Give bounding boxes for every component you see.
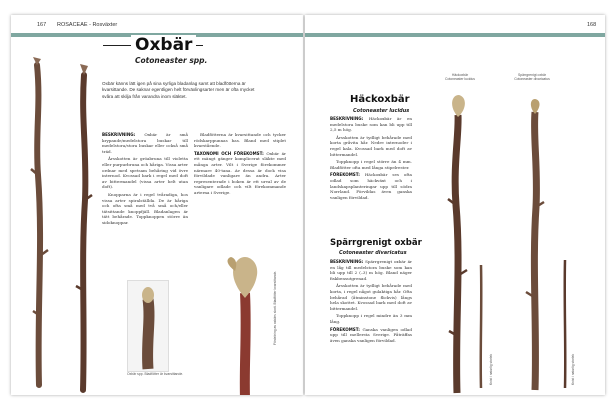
page-header <box>11 15 303 33</box>
para-text: Oxbär är små krypande/medelstora buskar till medelstora/stora buskar eller också små träd. <box>102 132 188 154</box>
paragraph <box>330 313 412 324</box>
para-text: Spärrgrenigt oxbär är en låg till medelstora buske som kan bli upp till 2 (–3) m hög. Bland näger fiskbensutgrenad. <box>330 259 412 281</box>
detail-photo <box>127 280 169 372</box>
para-text: Årsskotten är tydligt behårade med korta, i regel något gulaktiga hår. Ofta behårad (åtminstone flickvis) långs hela skottet. Kvossad bark med doft av bittermandel. <box>330 283 412 311</box>
vertical-caption: Kvist i naturlig storlek <box>489 353 493 385</box>
header-band <box>305 33 605 37</box>
page-title: Oxbär <box>131 35 196 55</box>
paragraph <box>102 156 188 190</box>
photo-label <box>440 73 480 81</box>
page-number: 167 <box>37 22 47 28</box>
paragraph <box>194 151 286 196</box>
vertical-caption: Fördelning av oxbärs skott. Bladfötter kvarsittande. <box>273 270 277 345</box>
species-latin: Cotoneaster divaricatus <box>339 250 407 256</box>
page-header <box>305 15 605 33</box>
para-text: Toppknopp i regel större än 4 mm. Bladfötter ofta med långa stipelrester. <box>330 159 412 170</box>
twig-photo <box>471 260 491 390</box>
section-title: ROSACEAE - Rosväxter <box>57 22 118 28</box>
para-text: Årsskotten är gröabruna till violetta eller purpurbruna och håriga. Vissa arter ordnar med spetsam behåring vid övre internod. Kvossad bark i regel med doft av bittermandel (vissa arter helt utan doft). <box>102 156 189 190</box>
species2-text <box>330 259 412 343</box>
label-line: Häckoxbär <box>451 73 469 77</box>
para-text: Årsskotten är tydligt behårade med korta gråvita hår. Nedre internoder i regel kala. Kvossad bark med doft av bittermandel. <box>330 134 412 157</box>
twig-detail <box>128 281 168 371</box>
intro-line: svåra att skilja från varandra inom släktet. <box>102 93 187 99</box>
paragraph <box>330 116 412 133</box>
page-number: 168 <box>587 22 597 28</box>
para-text: Häckoxbär ses ofta odlad som häckväxt och i landskapsplanteringar upp till södra Norrland. Förvildas även ganska vanligen förvildad. <box>330 172 412 200</box>
bud-twig-photo <box>217 253 272 395</box>
text-column-1 <box>102 132 188 226</box>
paragraph <box>330 327 412 344</box>
paragraph <box>102 192 188 226</box>
para-text: Oxbär är ett mängt gänger komplicerat släkte med många arter. Vilt i Sverige förekommer närmare 40-tana. Av dessa är dock visa förvildade vanligare än andra. Arter representerade i boken är ett urval av de vanligare odlade och vilt förekommande arterna i Sverige. <box>194 150 286 195</box>
twig-photo <box>513 97 558 392</box>
latin-name: Cotoneaster spp. <box>135 56 208 65</box>
paragraph <box>330 259 412 281</box>
species-title: Spärrgrenigt oxbär <box>330 238 422 248</box>
para-head: FÖREKOMST: <box>330 326 360 332</box>
left-page <box>11 15 303 395</box>
para-text: Ganska vanligen odlad upp till mellersta Sverige. Påträffas även ganska vanligen förvildad. <box>330 326 412 343</box>
intro-line: kvarsittande. De saknar egentligen helt förväxlingsarter men är ofta mycket <box>102 87 255 93</box>
intro-line: Oxbär känns lätt igen på sina syrliga bladanlag samt att bladfötterna är <box>102 81 246 86</box>
label-line: Spärrgrenigt oxbär <box>517 73 547 77</box>
paragraph <box>330 135 412 157</box>
intro-text <box>102 81 297 100</box>
para-text: Bladfötterna är kvarsittande och tycker rödskarppunnas bas. Bland med stiplet kvarstående. <box>194 132 286 149</box>
paragraph <box>330 159 412 170</box>
para-text: Toppknopp i regel mindre än 3 mm lång. <box>330 313 412 324</box>
para-head: TAXONOMI OCH FÖREKOMST: <box>194 150 264 156</box>
para-text: Knopparna är i regel tvåradiga, hos vissa arter spiralställda. De är håriga och ofta små med två små och/eller tätsittande knoppfjäll. Bladanlagen är tätt behårade. Toppknoppen större än sidoknoppar. <box>102 191 188 225</box>
photo-label <box>505 73 559 81</box>
twig-photo <box>63 60 103 395</box>
species-title: Häckoxbär <box>350 94 410 105</box>
right-page <box>305 15 605 395</box>
paragraph <box>194 132 286 149</box>
para-head: BESKRIVNING: <box>330 259 364 264</box>
species-latin: Cotoneaster lucidus <box>353 108 410 114</box>
paragraph <box>330 283 412 311</box>
para-head: BESKRIVNING: <box>102 132 136 137</box>
label-line: Cotoneaster divaricatus <box>514 77 550 81</box>
text-column-2 <box>194 132 286 196</box>
para-head: BESKRIVNING: <box>330 116 364 121</box>
species1-text <box>330 116 412 200</box>
twig-photo <box>19 55 59 395</box>
vertical-caption: Kvist i naturlig storlek <box>571 353 575 385</box>
paragraph <box>102 132 188 154</box>
para-text: Häckoxbär är en medelstora buske som kan bli upp till 2,5 m hög. <box>330 116 412 133</box>
para-head: FÖREKOMST: <box>330 172 360 178</box>
inset-caption: Oxbär spp. Bladfötter är kvarsittande. <box>127 372 184 376</box>
paragraph <box>330 172 412 200</box>
label-line: Cotoneaster lucidus <box>445 77 475 81</box>
